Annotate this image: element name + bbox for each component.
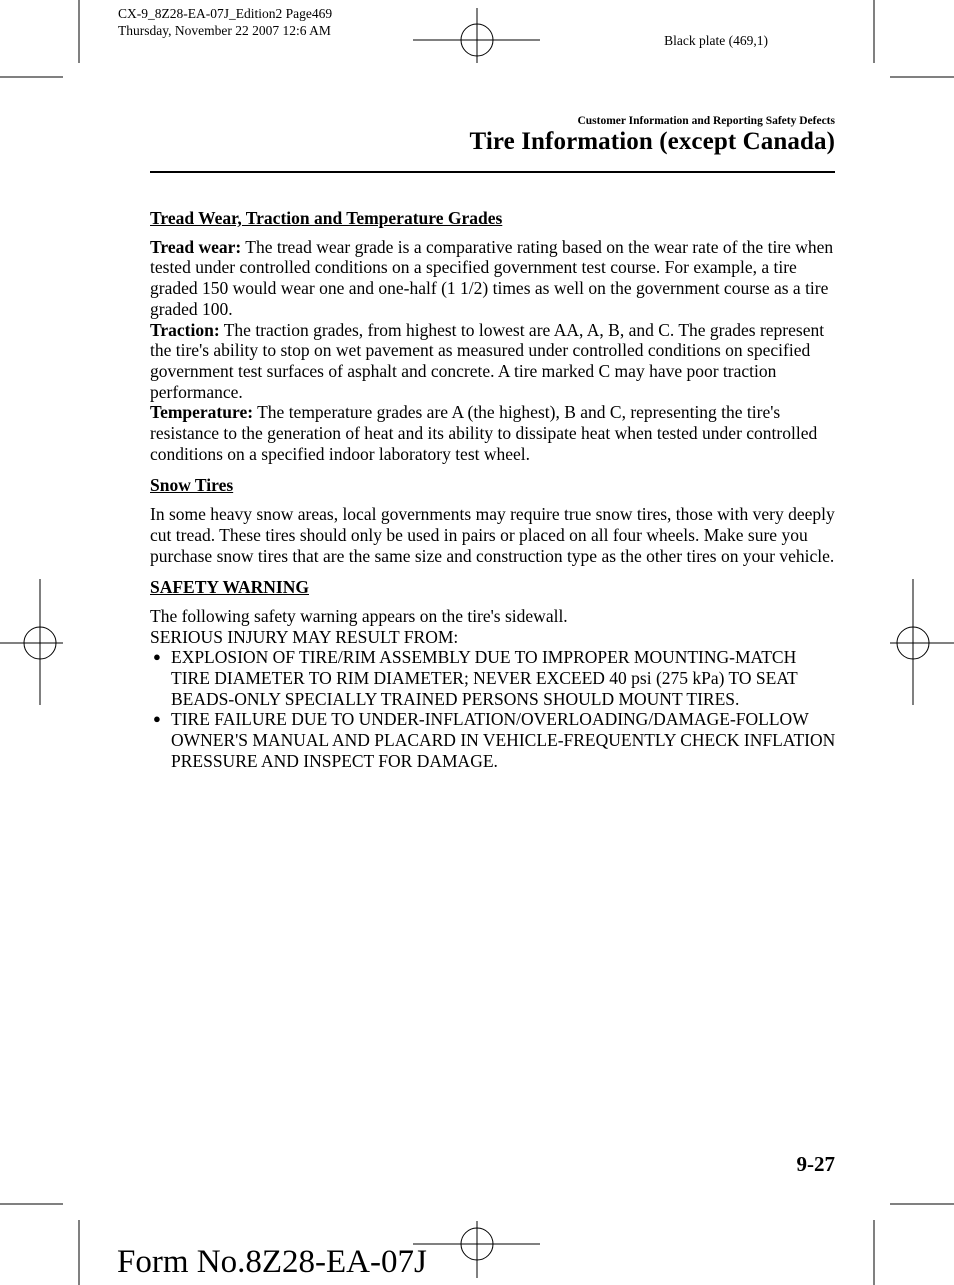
traction-text: The traction grades, from highest to lowest are AA, A, B, and C. The grades represent the tire's ability to stop on wet pavement as measured under controlled conditions on specified government test surfaces of asphalt and concrete. A tire marked C may have poor traction performance. bbox=[150, 319, 825, 402]
warning-list bbox=[150, 647, 838, 771]
traction-term: Traction: bbox=[150, 319, 220, 340]
warning-item-text: TIRE FAILURE DUE TO UNDER-INFLATION/OVERLOADING/DAMAGE-FOLLOW OWNER'S MANUAL AND PLACARD IN VEHICLE-FREQUENTLY CHECK INFLATION PRESSURE AND INSPECT FOR DAMAGE. bbox=[171, 709, 836, 771]
warning-heading: SAFETY WARNING bbox=[150, 577, 309, 598]
page-number: 9-27 bbox=[796, 1152, 835, 1176]
tread-heading: Tread Wear, Traction and Temperature Grades bbox=[150, 208, 503, 228]
registration-mark-right bbox=[890, 579, 954, 705]
temperature-text: The temperature grades are A (the highest), B and C, representing the tire's resistance to the generation of heat and its ability to dissipate heat when tested under controlled conditions on a specified indoor laboratory test wheel. bbox=[150, 402, 818, 464]
snow-heading: Snow Tires bbox=[150, 475, 234, 496]
registration-mark-top bbox=[413, 8, 540, 63]
job-slug bbox=[118, 5, 332, 39]
section-label: Customer Information and Reporting Safety Defects bbox=[577, 115, 835, 127]
registration-mark-left bbox=[0, 579, 63, 705]
plate-label: Black plate (469,1) bbox=[664, 33, 768, 48]
page-content bbox=[150, 208, 838, 783]
warning-item-text: EXPLOSION OF TIRE/RIM ASSEMBLY DUE TO IMPROPER MOUNTING-MATCH TIRE DIAMETER TO RIM DIAMETER; NEVER EXCEED 40 psi (275 kPa) TO SEAT BEADS-ONLY SPECIALLY TRAINED PERSONS SHOULD MOUNT TIRES. bbox=[171, 647, 798, 709]
list-item bbox=[150, 647, 838, 709]
registration-mark-bottom bbox=[413, 1221, 540, 1278]
list-item bbox=[150, 709, 838, 771]
snow-paragraph: In some heavy snow areas, local governments may require true snow tires, those with very deeply cut tread. These tires should only be used in pairs or placed on all four wheels. Make sure you purchase snow tires that are the same size and construction type as the other tires on your vehicle. bbox=[150, 504, 835, 566]
warning-intro-caps: SERIOUS INJURY MAY RESULT FROM: bbox=[150, 626, 459, 647]
tread-wear-text: The tread wear grade is a comparative rating based on the wear rate of the tire when tested under controlled conditions on a specified government test course. For example, a tire graded 150 would wear one and one-half (1 1/2) times as well on the government course as a tire graded 100. bbox=[150, 236, 834, 319]
tread-wear-paragraph bbox=[150, 237, 838, 320]
form-number: Form No.8Z28-EA-07J bbox=[117, 1244, 427, 1280]
warning-section bbox=[150, 577, 838, 771]
temperature-paragraph bbox=[150, 402, 838, 464]
job-slug-line2: Thursday, November 22 2007 12:6 AM bbox=[118, 23, 331, 38]
job-slug-line1: CX-9_8Z28-EA-07J_Edition2 Page469 bbox=[118, 6, 333, 21]
bullet-dot-icon: ● bbox=[153, 711, 161, 727]
bullet-dot-icon: ● bbox=[153, 649, 161, 665]
title-rule bbox=[150, 171, 835, 173]
page-title: Tire Information (except Canada) bbox=[469, 128, 835, 155]
tread-section bbox=[150, 208, 838, 464]
warning-intro: The following safety warning appears on the tire's sidewall. bbox=[150, 605, 568, 626]
tread-wear-term: Tread wear: bbox=[150, 236, 242, 257]
snow-section bbox=[150, 475, 838, 566]
traction-paragraph bbox=[150, 320, 838, 403]
temperature-term: Temperature: bbox=[150, 402, 254, 423]
